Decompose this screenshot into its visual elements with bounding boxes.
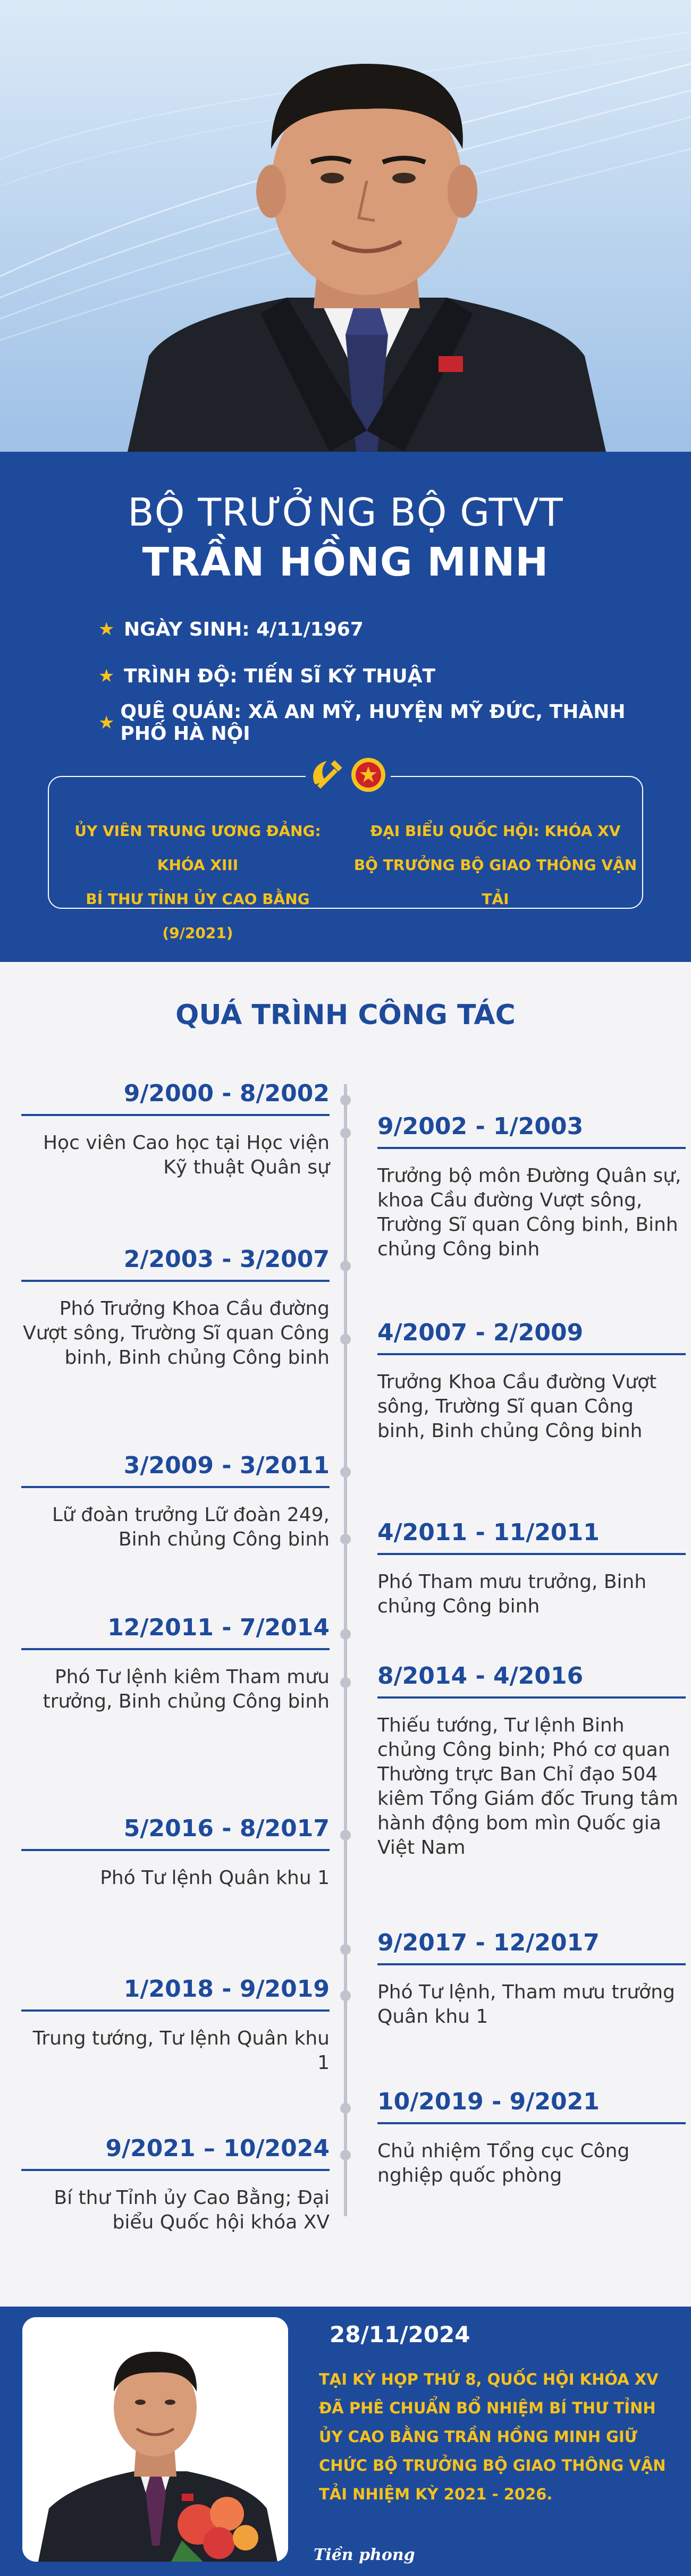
timeline-dot [340,2150,351,2160]
footer-photo [22,2317,288,2562]
hero-banner [0,0,691,452]
info-item-text: TRÌNH ĐỘ: TIẾN SĨ KỸ THUẬT [124,665,436,687]
entry-underline [377,2122,686,2124]
timeline-entry [21,2134,330,2235]
timeline-dot [340,1095,351,1105]
info-list [98,606,672,746]
entry-date: 9/2017 - 12/2017 [377,1929,600,1956]
star-icon: ★ [98,619,115,640]
entry-date: 4/2011 - 11/2011 [377,1519,600,1546]
timeline-dot [340,1990,351,2001]
entry-description: Bí thư Tỉnh ủy Cao Bằng; Đại biểu Quốc hội khóa XV [54,2187,330,2233]
info-item-text: QUÊ QUÁN: XÃ AN MỸ, HUYỆN MỸ ĐỨC, THÀNH PHỐ HÀ NỘI [120,701,626,745]
entry-underline [21,1114,330,1116]
entry-underline [21,1849,330,1851]
timeline-axis [344,1084,347,2216]
entry-description: Trung tướng, Tư lệnh Quân khu 1 [32,2028,330,2074]
timeline-entry [377,1318,686,1443]
timeline-dot [340,1467,351,1477]
roles-government [352,814,639,916]
entry-description: Thiếu tướng, Tư lệnh Binh chủng Công binh; Phó cơ quan Thường trực Ban Chỉ đạo 504 kiêm Tổng Giám đốc Trung tâm hành động bom mìn Quốc gia Việt Nam [377,1714,678,1859]
entry-underline [377,1696,686,1699]
info-item-hometown [98,699,672,746]
entry-date: 4/2007 - 2/2009 [377,1319,584,1346]
timeline-entry [21,1451,330,1552]
entry-description: Phó Tư lệnh kiêm Tham mưu trưởng, Binh chủng Công binh [43,1666,330,1712]
entry-underline [377,1353,686,1355]
timeline-dot [340,1830,351,1840]
entry-description: Phó Tham mưu trưởng, Binh chủng Công binh [377,1571,647,1617]
timeline-entry [377,1928,686,2029]
entry-underline [377,1963,686,1965]
entry-date: 9/2002 - 1/2003 [377,1113,584,1140]
timeline-entry [21,1079,330,1180]
timeline-entry [21,1814,330,1890]
timeline-dot [340,1261,351,1271]
entry-description: Phó Trưởng Khoa Cầu đường Vượt sông, Trường Sĩ quan Công binh, Binh chủng Công binh [23,1298,330,1369]
national-emblem-icon [351,758,385,792]
star-icon: ★ [98,712,115,733]
role-line: BÍ THƯ TỈNH ỦY CAO BẰNG (9/2021) [86,890,310,942]
timeline-dot [340,1629,351,1640]
entry-date: 12/2011 - 7/2014 [107,1614,330,1641]
timeline-entry [21,1245,330,1370]
timeline-title: QUÁ TRÌNH CÔNG TÁC [175,999,516,1031]
entry-date: 3/2009 - 3/2011 [123,1452,330,1479]
star-icon: ★ [98,665,115,687]
portrait-photo [128,58,606,452]
info-item-text: NGÀY SINH: 4/11/1967 [124,618,364,640]
timeline-entry [377,1661,686,1860]
timeline-entry [377,1112,686,1262]
emblems [306,754,391,796]
entry-description: Trưởng bộ môn Đường Quân sự, khoa Cầu đường Vượt sông, Trường Sĩ quan Công binh, Binh chủng Công binh [377,1165,681,1260]
entry-underline [377,1553,686,1555]
entry-description: Phó Tư lệnh, Tham mưu trưởng Quân khu 1 [377,1981,675,2028]
timeline-dot [340,1128,351,1138]
entry-description: Phó Tư lệnh Quân khu 1 [100,1867,330,1889]
info-item-birthdate [98,606,672,653]
timeline-dot [340,1944,351,1955]
timeline-entry [377,2087,686,2188]
entry-underline [21,1280,330,1282]
roles-party [54,814,341,950]
ceremony-photo [22,2317,288,2562]
entry-underline [21,1648,330,1650]
timeline-entry [377,1518,686,1619]
entry-description: Học viên Cao học tại Học viện Kỹ thuật Quân sự [43,1132,330,1178]
info-item-education [98,653,672,699]
entry-description: Chủ nhiệm Tổng cục Công nghiệp quốc phòng [377,2140,630,2186]
timeline-dot [340,2103,351,2114]
entry-date: 5/2016 - 8/2017 [123,1815,330,1842]
timeline-entry [21,1974,330,2075]
timeline-entry [21,1613,330,1714]
page-title-name: TRẦN HỒNG MINH [142,539,549,585]
entry-description: Lữ đoàn trưởng Lữ đoàn 249, Binh chủng Công binh [52,1504,330,1550]
timeline-section [0,962,691,2307]
entry-underline [21,2009,330,2012]
role-line: ỦY VIÊN TRUNG ƯƠNG ĐẢNG: KHÓA XIII [74,822,321,874]
page-title-position: BỘ TRƯỞNG BỘ GTVT [128,490,563,535]
entry-date: 9/2000 - 8/2002 [123,1080,330,1107]
timeline-dot [340,1534,351,1544]
entry-date: 1/2018 - 9/2019 [123,1975,330,2003]
profile-section [0,452,691,962]
entry-underline [377,1147,686,1149]
role-line: BỘ TRƯỞNG BỘ GIAO THÔNG VẬN TẢI [353,856,637,908]
entry-description: Trưởng Khoa Cầu đường Vượt sông, Trường Sĩ quan Công binh, Binh chủng Công binh [377,1371,657,1442]
entry-date: 8/2014 - 4/2016 [377,1662,584,1690]
timeline-dot [340,1334,351,1345]
footer-section [0,2307,691,2576]
timeline-dot [340,1677,351,1688]
footer-date: 28/11/2024 [330,2321,470,2347]
entry-date: 9/2021 – 10/2024 [105,2135,330,2162]
entry-date: 10/2019 - 9/2021 [377,2088,600,2115]
role-line: ĐẠI BIỂU QUỐC HỘI: KHÓA XV [370,822,621,840]
tienphong-logo: Tiền phong [314,2546,415,2564]
footer-body: TẠI KỲ HỌP THỨ 8, QUỐC HỘI KHÓA XV ĐÃ PHÊ CHUẨN BỔ NHIỆM BÍ THƯ TỈNH ỦY CAO BẰNG TRẦN HỒNG MINH GIỮ CHỨC BỘ TRƯỞNG BỘ GIAO THÔNG VẬN TẢI NHIỆM KỲ 2021 - 2026. [319,2370,666,2503]
entry-date: 2/2003 - 3/2007 [123,1246,330,1273]
entry-underline [21,2169,330,2171]
entry-underline [21,1486,330,1488]
